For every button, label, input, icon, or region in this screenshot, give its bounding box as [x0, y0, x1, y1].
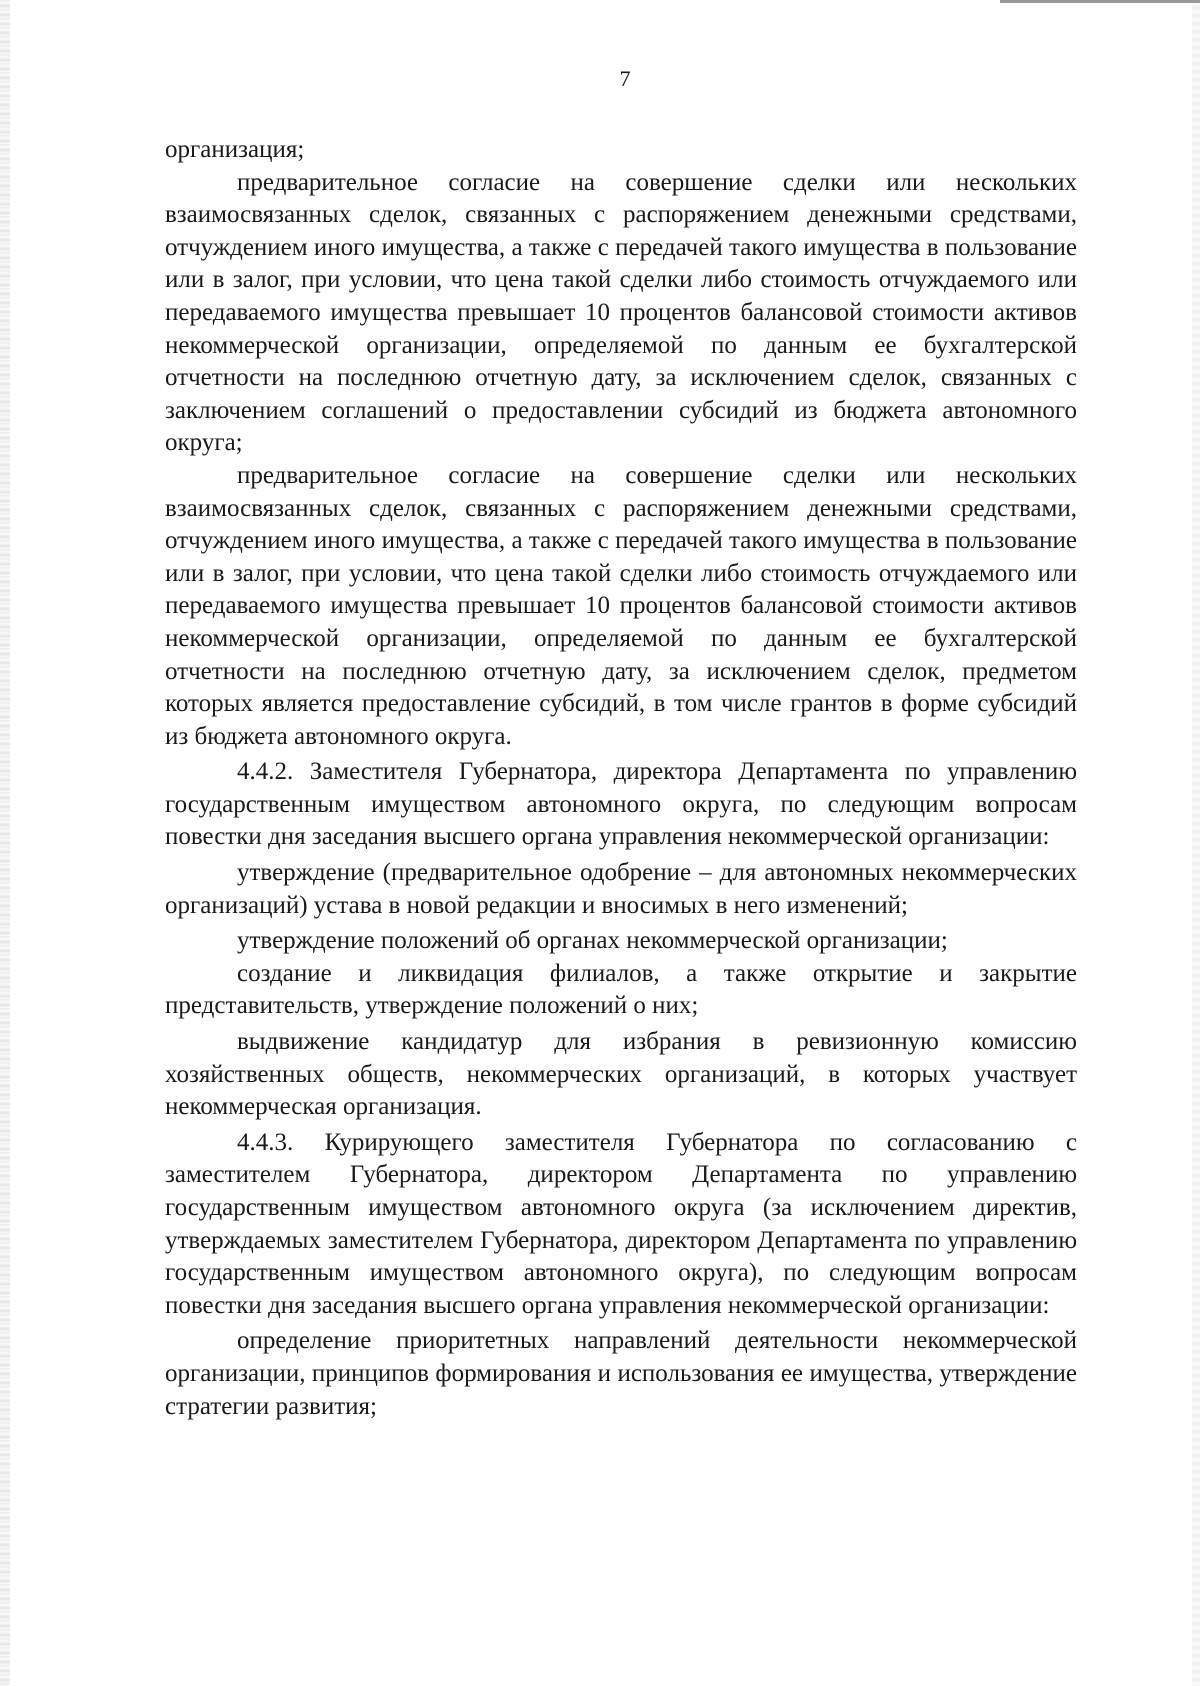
paragraph-priority-directions: определение приоритетных направлений деятельности некоммерческой организации, принципов формирования и использования ее имущества, утверждение стратегии развития; [165, 1327, 1077, 1420]
paragraph-prior-consent-transactions-1: предварительное согласие на совершение сделки или нескольких взаимосвязанных сделок, связанных с распоряжением денежными средствами, отчуждением иного имущества, а также с передачей такого имущества в пользование или в залог, при условии, что цена такой сделки либо стоимость отчуждаемого или передаваемого имущества превышает 10 процентов балансовой стоимости активов некоммерческой организации, определяемой по данным ее бухгалтерской отчетности на последнюю отчетную дату, за исключением сделок, связанных с заключением соглашений о предоставлении субсидий из бюджета автономного округа; [165, 168, 1077, 457]
paragraph-prior-consent-transactions-2: предварительное согласие на совершение сделки или нескольких взаимосвязанных сделок, связанных с распоряжением денежными средствами, отчуждением иного имущества, а также с передачей такого имущества в пользование или в залог, при условии, что цена такой сделки либо стоимость отчуждаемого или передаваемого имущества превышает 10 процентов балансовой стоимости активов некоммерческой организации, определяемой по данным ее бухгалтерской отчетности на последнюю отчетную дату, за исключением сделок, предметом которых является предоставление субсидий, в том числе грантов в форме субсидий из бюджета автономного округа. [165, 461, 1077, 750]
document-body [165, 134, 1077, 1423]
paragraph-section-4-4-2: 4.4.2. Заместителя Губернатора, директора Департамента по управлению государственным имуществом автономного округа, по следующим вопросам повестки дня заседания высшего органа управления некоммерческой организации: [165, 758, 1077, 851]
scan-edge-left [0, 0, 10, 1686]
scan-edge-top [1000, 0, 1200, 3]
scan-edge-right [1192, 0, 1200, 1686]
paragraph-charter-approval: утверждение (предварительное одобрение – для автономных некоммерческих организаций) устава в новой редакции и вносимых в него изменений; [165, 859, 1077, 919]
paragraph-bodies-regulations: утверждение положений об органах некоммерческой организации; [237, 927, 948, 955]
page-number: 7 [619, 66, 631, 91]
paragraph-branches: создание и ликвидация филиалов, а также открытие и закрытие представительств, утверждение положений о них; [165, 959, 1077, 1020]
paragraph-continuation: организация; [165, 136, 305, 163]
paragraph-audit-commission: выдвижение кандидатур для избрания в ревизионную комиссию хозяйственных обществ, некоммерческих организаций, в которых участвует некоммерческая организация. [165, 1028, 1077, 1121]
paragraph-section-4-4-3: 4.4.3. Курирующего заместителя Губернатора по согласованию с заместителем Губернатора, директором Департамента по управлению государственным имуществом автономного округа (за исключением директив, утверждаемых заместителем Губернатора, директором Департамента по управлению государственным имуществом автономного округа), по следующим вопросам повестки дня заседания высшего органа управления некоммерческой организации: [165, 1128, 1077, 1319]
